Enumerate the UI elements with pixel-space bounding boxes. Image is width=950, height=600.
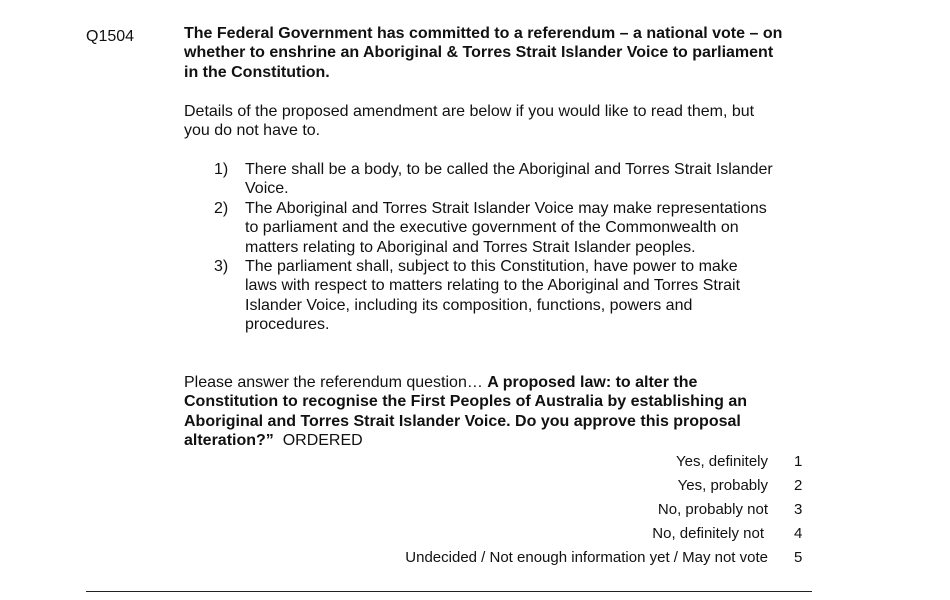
response-options (380, 452, 810, 572)
option-row[interactable] (380, 476, 810, 500)
question-lead: Please answer the referendum question… (184, 374, 488, 391)
amendment-number: 3) (214, 258, 229, 276)
amendment-item (214, 199, 774, 257)
details-text: Details of the proposed amendment are below if you would like to read them, but you do not have to. (184, 103, 755, 140)
intro-text: The Federal Government has committed to a referendum – a national vote – on whether to enshrine an Aboriginal & Torres Strait Islander Voice to parliament in the Constitution. (184, 25, 783, 81)
option-row[interactable] (380, 452, 810, 476)
option-row[interactable] (380, 548, 810, 572)
option-code: 2 (794, 477, 803, 494)
amendment-item (214, 160, 774, 199)
option-label: Yes, definitely (675, 453, 768, 470)
option-row[interactable] (380, 500, 810, 524)
option-code: 3 (794, 501, 803, 518)
option-code: 4 (794, 525, 803, 542)
amendment-text: The parliament shall, subject to this Constitution, have power to make laws with respect to matters relating to the Aboriginal and Torres Strait Islander Voice, including its composition, functions, powers and procedures. (245, 258, 741, 334)
question-id: Q1504 (86, 28, 135, 45)
amendment-number: 2) (214, 199, 229, 217)
option-label: No, definitely not (652, 525, 764, 542)
amendment-text: The Aboriginal and Torres Strait Islander Voice may make representations to parliament and the executive government of the Commonwealth on matters relating to Aboriginal and Torres Strait Islander peoples. (245, 199, 767, 256)
option-row[interactable] (380, 524, 810, 548)
ordered-tag: ORDERED (273, 432, 363, 450)
divider-line (86, 591, 812, 592)
question-bold: A proposed law: to alter the Constitution to recognise the First Peoples of Australia by establishing an Aboriginal and Torres Strait Islander Voice. Do you approve this proposal alteration?” (184, 374, 748, 450)
referendum-question (184, 373, 784, 451)
option-label: No, probably not (657, 501, 768, 518)
amendment-text: There shall be a body, to be called the Aboriginal and Torres Strait Islander Voice. (245, 161, 773, 198)
amendment-list (214, 160, 774, 335)
option-code: 5 (794, 549, 803, 566)
option-code: 1 (794, 453, 803, 470)
option-label: Undecided / Not enough information yet / May not vote (405, 549, 768, 566)
amendment-number: 1) (214, 161, 229, 178)
option-label: Yes, probably (677, 477, 768, 494)
amendment-item (214, 257, 774, 335)
